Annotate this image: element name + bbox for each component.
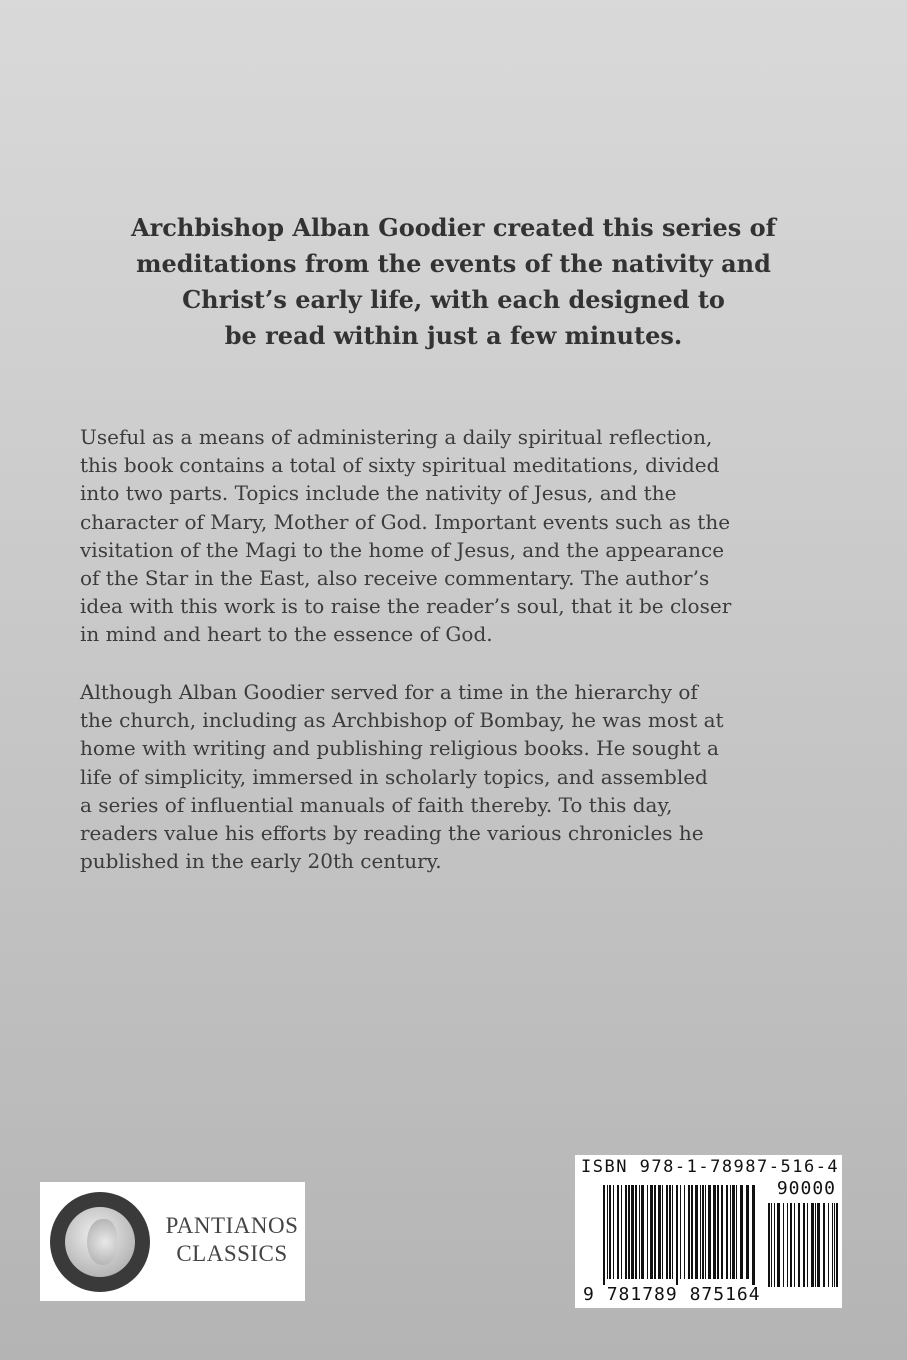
- text-line: Although Alban Goodier served for a time in the hierarchy of: [80, 680, 698, 704]
- barcode-bar: [811, 1203, 814, 1287]
- barcode-bar: [836, 1203, 838, 1287]
- barcode-bar: [726, 1185, 728, 1279]
- barcode-bar: [631, 1185, 634, 1279]
- barcode-bar: [721, 1185, 723, 1279]
- barcode-bar: [828, 1203, 829, 1287]
- barcode-bar: [613, 1185, 614, 1279]
- blurb-line: Christ’s early life, with each designed to: [182, 285, 725, 314]
- text-line: home with writing and publishing religious books. He sought a: [80, 736, 719, 761]
- barcode-bar: [672, 1185, 673, 1279]
- barcode-bar: [834, 1203, 835, 1287]
- barcode-bar: [713, 1185, 716, 1279]
- text-line: in mind and heart to the essence of God.: [80, 622, 493, 647]
- barcode-bar: [823, 1203, 825, 1287]
- barcode-bar: [803, 1203, 805, 1287]
- barcode-bar: [635, 1185, 637, 1279]
- barcode-bar: [705, 1185, 706, 1279]
- barcode-bar: [700, 1185, 701, 1279]
- barcode-bar: [654, 1185, 656, 1279]
- barcode-bar: [730, 1185, 731, 1279]
- barcode-bar: [817, 1203, 820, 1287]
- blurb-heading: [0, 210, 907, 354]
- barcode-bar: [617, 1185, 619, 1279]
- text-line: of the Star in the East, also receive commentary. The author’s: [80, 566, 710, 591]
- barcode-bar: [708, 1185, 711, 1279]
- barcode-bar: [628, 1185, 630, 1279]
- isbn-barcode: [575, 1155, 842, 1308]
- barcode-bar: [774, 1203, 775, 1287]
- barcode-bar: [680, 1185, 681, 1279]
- text-line: readers value his efforts by reading the various chronicles he: [80, 821, 704, 846]
- barcode-bar: [666, 1185, 668, 1279]
- text-line: published in the early 20th century.: [80, 849, 442, 874]
- barcode-bar: [669, 1185, 671, 1279]
- ean-group-1: 781789: [606, 1284, 678, 1305]
- description-paragraph-1: [80, 423, 731, 649]
- description-paragraph-2: [80, 678, 724, 875]
- barcode-bar: [695, 1185, 698, 1279]
- barcode-bar: [621, 1185, 622, 1279]
- barcode-bar: [771, 1203, 772, 1287]
- barcode-bar: [609, 1185, 611, 1279]
- text-line: this book contains a total of sixty spiritual meditations, divided: [80, 453, 720, 478]
- text-line: idea with this work is to raise the reader’s soul, that it be closer: [80, 594, 732, 619]
- text-line: the church, including as Archbishop of Bombay, he was most at: [80, 708, 724, 733]
- isbn-label: ISBN 978-1-78987-516-4: [581, 1157, 840, 1177]
- barcode-bar: [815, 1203, 816, 1287]
- publisher-logo: [40, 1182, 305, 1301]
- barcode-bar: [658, 1185, 661, 1279]
- barcode-bar: [736, 1185, 737, 1279]
- text-line: a series of influential manuals of faith thereby. To this day,: [80, 792, 673, 817]
- blurb-line: Archbishop Alban Goodier created this series of: [131, 213, 776, 242]
- blurb-line: be read within just a few minutes.: [224, 321, 683, 350]
- barcode-bar: [777, 1203, 780, 1287]
- barcode-bar: [740, 1185, 743, 1279]
- publisher-name-line2: CLASSICS: [176, 1241, 288, 1266]
- ean-group-2: 875164: [689, 1284, 761, 1305]
- barcode-bar: [783, 1203, 784, 1287]
- barcode-bar: [625, 1185, 627, 1279]
- barcode-bar: [639, 1185, 640, 1279]
- barcode-bar: [832, 1203, 833, 1287]
- barcode-bar: [746, 1185, 749, 1279]
- coin-emblem-icon: [50, 1192, 150, 1292]
- barcode-bar: [807, 1203, 808, 1287]
- text-line: into two parts. Topics include the nativity of Jesus, and the: [80, 481, 677, 506]
- barcode-bar: [647, 1185, 648, 1279]
- barcode-bar: [787, 1203, 788, 1287]
- barcode-bar: [691, 1185, 693, 1279]
- barcode-bar: [790, 1203, 792, 1287]
- barcode-bar: [768, 1203, 770, 1287]
- text-line: life of simplicity, immersed in scholarly topics, and assembled: [80, 764, 708, 789]
- price-addon-number: 90000: [776, 1178, 836, 1199]
- text-line: Useful as a means of administering a daily spiritual reflection,: [80, 425, 713, 449]
- barcode-bar: [798, 1203, 800, 1287]
- text-line: visitation of the Magi to the home of Jesus, and the appearance: [80, 537, 725, 562]
- barcode-bar: [717, 1185, 719, 1279]
- barcode-bar: [752, 1185, 755, 1285]
- barcode-bar: [732, 1185, 735, 1279]
- blurb-line: meditations from the events of the nativity and: [136, 249, 771, 278]
- barcode-bar: [794, 1203, 795, 1287]
- barcode-bar: [676, 1185, 678, 1285]
- barcode-bar: [641, 1185, 644, 1279]
- text-line: character of Mary, Mother of God. Important events such as the: [80, 509, 731, 534]
- barcode-bar: [684, 1185, 685, 1279]
- barcode-bar: [662, 1185, 663, 1279]
- publisher-name-line1: PANTIANOS: [165, 1213, 299, 1238]
- barcode-bar: [607, 1185, 608, 1279]
- barcode-bar: [650, 1185, 653, 1279]
- barcode-bar: [688, 1185, 690, 1279]
- barcode-bar: [702, 1185, 704, 1279]
- barcode-bar: [603, 1185, 605, 1285]
- ean-number: [583, 1285, 761, 1305]
- ean-first-digit: 9: [583, 1284, 595, 1305]
